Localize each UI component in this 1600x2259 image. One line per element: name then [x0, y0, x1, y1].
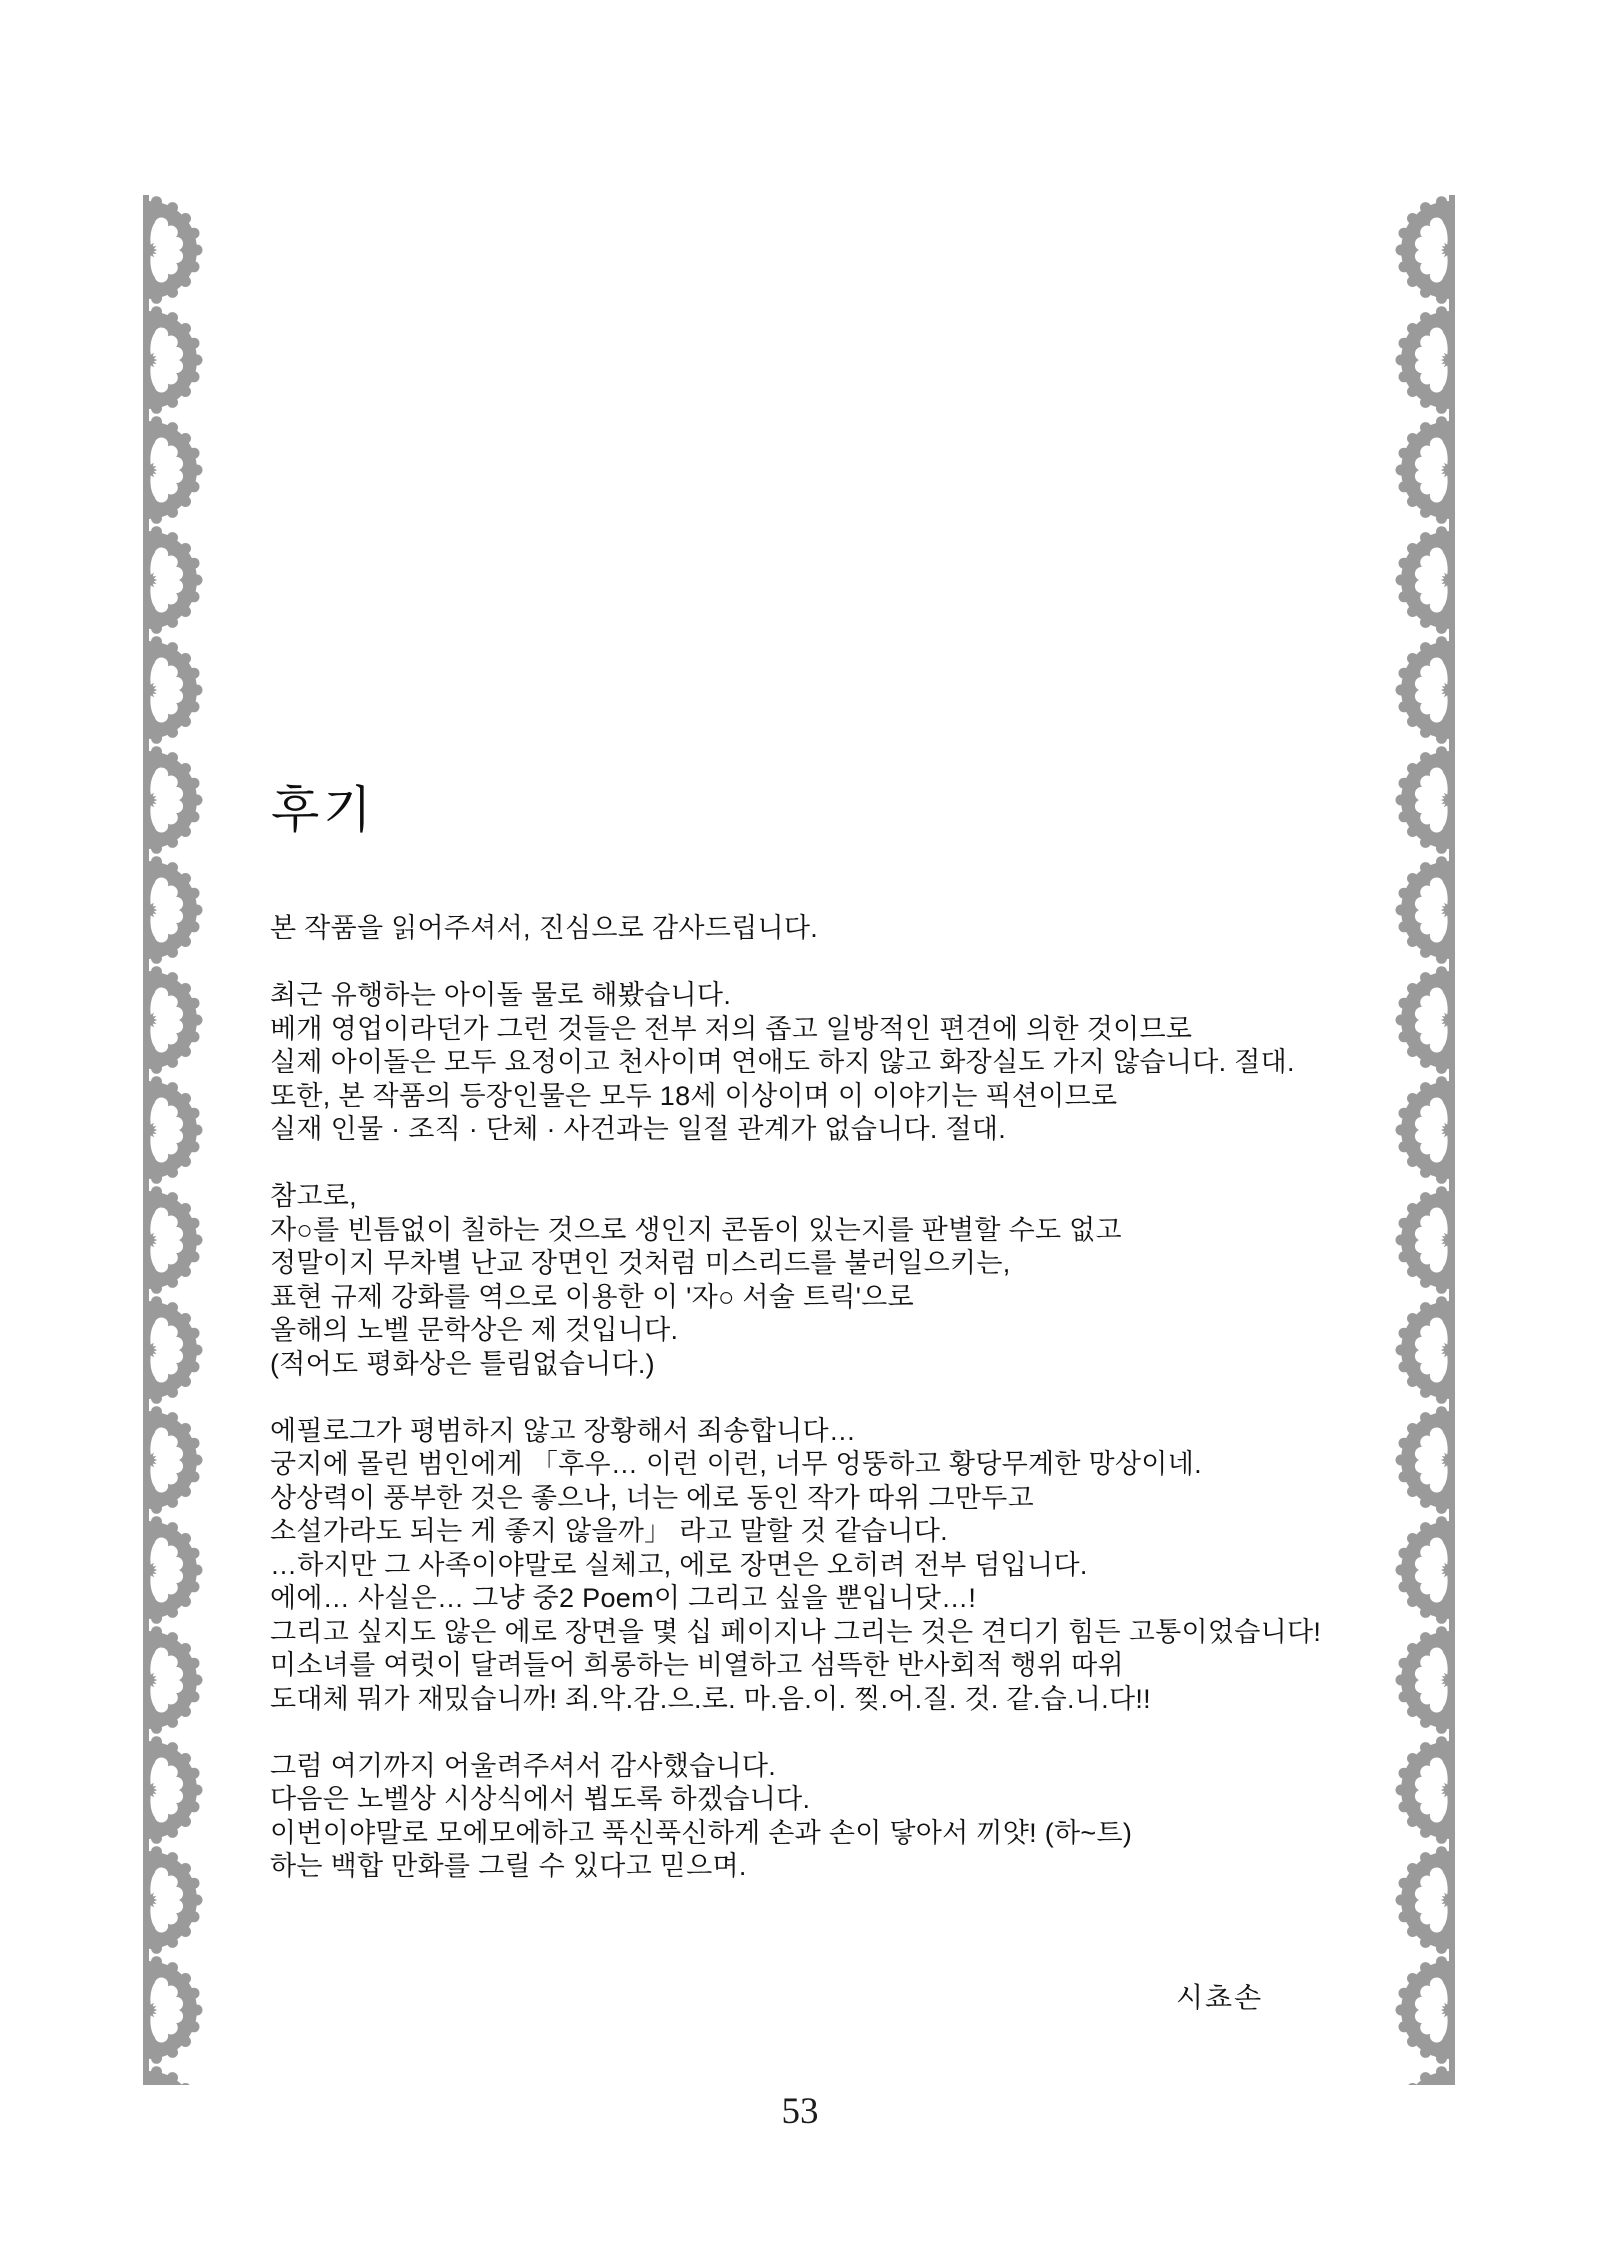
text-line: 정말이지 무차별 난교 장면인 것처럼 미스리드를 불러일으키는, — [270, 1248, 1011, 1278]
text-line: 상상력이 풍부한 것은 좋으나, 너는 에로 동인 작가 따위 그만두고 — [270, 1482, 1034, 1513]
text-line: 베개 영업이라던가 그런 것들은 전부 저의 좁고 일방적인 편견에 의한 것이므로 — [270, 1013, 1193, 1044]
lace-border-right-icon — [1393, 195, 1455, 2085]
text-line: 미소녀를 여럿이 달려들어 희롱하는 비열하고 섬뜩한 반사회적 행위 따위 — [270, 1650, 1124, 1680]
text-line: 그리고 싶지도 않은 에로 장면을 몇 십 페이지나 그리는 것은 견디기 힘든 고통이었습니다! — [270, 1616, 1322, 1647]
page-number: 53 — [781, 2091, 819, 2132]
text-line: 참고로, — [270, 1181, 357, 1211]
text-line: 하는 백합 만화를 그릴 수 있다고 믿으며. — [270, 1851, 747, 1881]
text-line: …하지만 그 사족이야말로 실체고, 에로 장면은 오히려 전부 덤입니다. — [270, 1549, 1088, 1580]
text-line: (적어도 평화상은 틀림없습니다.) — [270, 1348, 655, 1379]
paragraph-thanks — [270, 912, 1400, 946]
text-line: 궁지에 몰린 범인에게 「후우… 이런 이런, 너무 엉뚱하고 황당무계한 망상이네. — [270, 1449, 1202, 1479]
paragraph-closing — [270, 1750, 1400, 1884]
text-line: 도대체 뭐가 재밌습니까! 죄.악.감.으.로. 마.음.이. 찢.어.질. 것. 같.습.니.다!! — [270, 1683, 1151, 1714]
author-signature: 시쵸손 — [1176, 1982, 1264, 2013]
paragraph-epilogue — [270, 1415, 1400, 1717]
paragraph-disclaimer — [270, 979, 1400, 1147]
text-line: 표현 규제 강화를 역으로 이용한 이 '자○ 서술 트릭'으로 — [270, 1281, 914, 1312]
lace-border-left-icon — [143, 195, 205, 2085]
text-line: 실재 인물 · 조직 · 단체 · 사건과는 일절 관계가 없습니다. 절대. — [270, 1114, 1007, 1144]
text-line: 그럼 여기까지 어울려주셔서 감사했습니다. — [270, 1750, 777, 1781]
paragraph-note — [270, 1180, 1400, 1381]
text-line: 실제 아이돌은 모두 요정이고 천사이며 연애도 하지 않고 화장실도 가지 않습니다. 절대. — [270, 1047, 1295, 1077]
text-line: 에필로그가 평범하지 않고 장황해서 죄송합니다… — [270, 1415, 857, 1446]
afterword-title: 후기 — [271, 782, 376, 838]
text-line: 본 작품을 읽어주셔서, 진심으로 감사드립니다. — [270, 913, 819, 943]
text-line: 소설가라도 되는 게 좋지 않을까」 라고 말할 것 같습니다. — [270, 1516, 948, 1546]
text-line: 이번이야말로 모에모에하고 푹신푹신하게 손과 손이 닿아서 끼얏! (하~트) — [270, 1817, 1133, 1848]
text-line: 다음은 노벨상 시상식에서 뵙도록 하겠습니다. — [270, 1784, 811, 1814]
text-line: 또한, 본 작품의 등장인물은 모두 18세 이상이며 이 이야기는 픽션이므로 — [270, 1080, 1118, 1111]
text-line: 에에… 사실은… 그냥 중2 Poem이 그리고 싶을 뿐입니닷…! — [270, 1583, 977, 1613]
text-line: 올해의 노벨 문학상은 제 것입니다. — [270, 1315, 679, 1345]
text-line: 자○를 빈틈없이 칠하는 것으로 생인지 콘돔이 있는지를 판별할 수도 없고 — [270, 1214, 1122, 1245]
afterword-body — [270, 912, 1400, 1917]
text-line: 최근 유행하는 아이돌 물로 해봤습니다. — [270, 980, 732, 1010]
